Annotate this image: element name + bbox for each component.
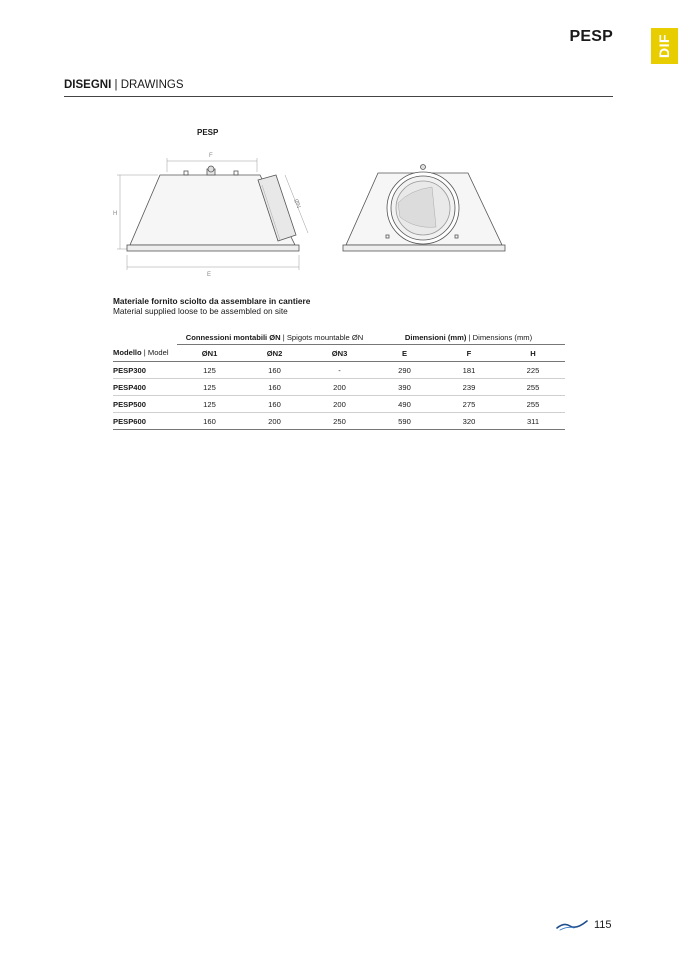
page-title: PESP xyxy=(569,28,613,45)
cell-n3: 200 xyxy=(307,396,372,413)
page-number: 115 xyxy=(594,919,612,931)
cell-e: 290 xyxy=(372,362,437,379)
cell-f: 181 xyxy=(437,362,501,379)
column-header-n3: ØN3 xyxy=(307,345,372,362)
section-separator: | xyxy=(111,79,121,91)
cell-n3: 200 xyxy=(307,379,372,396)
cell-e: 490 xyxy=(372,396,437,413)
spigots-group-header xyxy=(177,330,372,345)
cell-n1: 125 xyxy=(177,379,242,396)
cell-f: 275 xyxy=(437,396,501,413)
cell-n3: - xyxy=(307,362,372,379)
cell-model: PESP500 xyxy=(113,396,177,413)
cell-e: 390 xyxy=(372,379,437,396)
dim-h-label: H xyxy=(113,211,118,217)
cell-h: 255 xyxy=(501,396,565,413)
table-row xyxy=(113,362,565,379)
dimensions-group-header xyxy=(372,330,565,345)
model-column-header xyxy=(113,345,177,362)
column-header-n1: ØN1 xyxy=(177,345,242,362)
assembly-note-en: Material supplied loose to be assembled on site xyxy=(113,306,288,316)
dimensions-group-it: Dimensioni (mm) xyxy=(404,332,467,342)
cell-n2: 160 xyxy=(242,379,307,396)
technical-drawing xyxy=(110,145,510,280)
cell-model: PESP300 xyxy=(113,362,177,379)
spigots-group-en: | Spigots mountable ØN xyxy=(280,332,364,342)
section-heading xyxy=(64,79,184,91)
model-header-it: Modello xyxy=(113,348,142,358)
dim-e-label: E xyxy=(207,272,212,278)
cell-n3: 250 xyxy=(307,413,372,430)
dimensions-group-en: | Dimensions (mm) xyxy=(466,332,533,342)
model-header-en: | Model xyxy=(141,348,169,358)
cell-n2: 200 xyxy=(242,413,307,430)
category-tab xyxy=(651,28,678,64)
cell-h: 255 xyxy=(501,379,565,396)
column-header-f: F xyxy=(437,345,501,362)
cell-f: 239 xyxy=(437,379,501,396)
table-group-header xyxy=(113,330,565,345)
cell-n2: 160 xyxy=(242,396,307,413)
dim-f-label: F xyxy=(209,153,213,159)
cell-h: 311 xyxy=(501,413,565,430)
cell-n1: 125 xyxy=(177,396,242,413)
side-view-drawing xyxy=(113,153,308,278)
table-column-header xyxy=(113,345,565,362)
column-header-e: E xyxy=(372,345,437,362)
column-header-n2: ØN2 xyxy=(242,345,307,362)
cell-n1: 125 xyxy=(177,362,242,379)
drawing-label: PESP xyxy=(197,128,219,137)
cell-model: PESP600 xyxy=(113,413,177,430)
section-divider xyxy=(64,96,613,97)
column-header-h: H xyxy=(501,345,565,362)
cell-model: PESP400 xyxy=(113,379,177,396)
cell-e: 590 xyxy=(372,413,437,430)
dim-n-label: ØN xyxy=(292,198,302,210)
cell-n1: 160 xyxy=(177,413,242,430)
cell-f: 320 xyxy=(437,413,501,430)
front-view-drawing xyxy=(343,165,505,252)
section-title-it: DISEGNI xyxy=(64,79,112,91)
section-title-en: DRAWINGS xyxy=(120,79,184,91)
table-row xyxy=(113,379,565,396)
table-row xyxy=(113,413,565,430)
assembly-note xyxy=(113,296,310,316)
cell-n2: 160 xyxy=(242,362,307,379)
dimensions-table xyxy=(113,330,565,430)
spigots-group-it: Connessioni montabili ØN xyxy=(185,332,281,342)
assembly-note-it: Materiale fornito sciolto da assemblare in cantiere xyxy=(113,296,311,306)
cell-h: 225 xyxy=(501,362,565,379)
table-row xyxy=(113,396,565,413)
category-tab-label: DIF xyxy=(656,33,673,59)
page-footer xyxy=(556,919,612,931)
wave-logo-icon xyxy=(556,919,588,931)
